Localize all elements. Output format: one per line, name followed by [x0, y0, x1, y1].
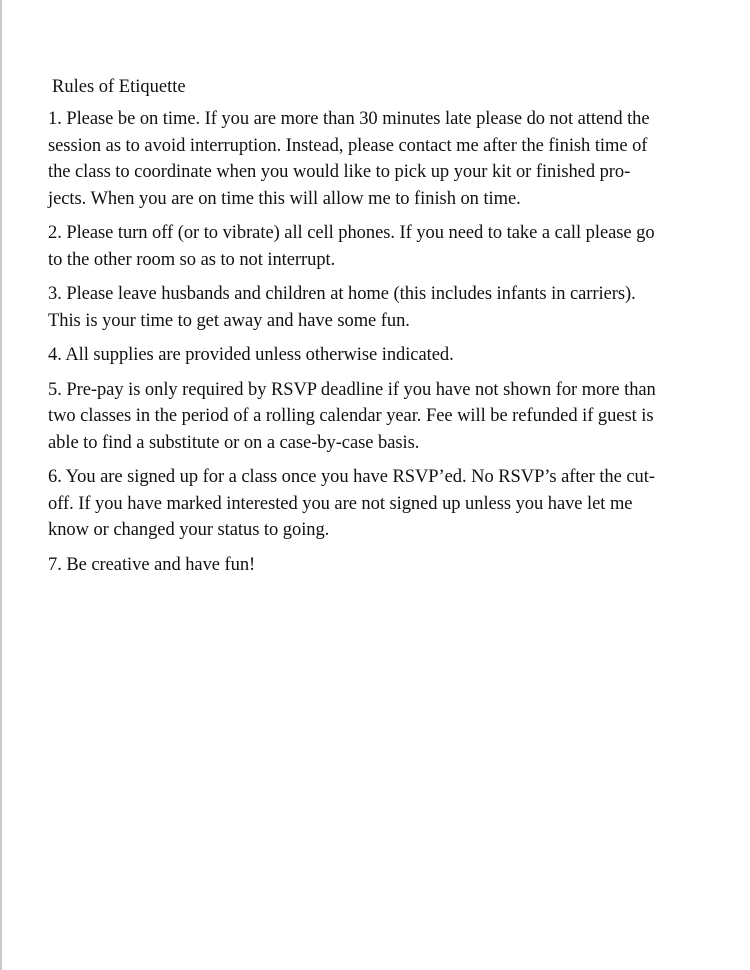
document-page — [48, 74, 708, 586]
page-left-border — [0, 0, 2, 970]
rule-line: 6. You are signed up for a class once you have RSVP’ed. No RSVP’s after the cut- — [48, 467, 655, 487]
rule-line: off. If you have marked interested you are not signed up unless you have let me — [48, 493, 633, 514]
rule-1 — [48, 106, 708, 212]
rule-line: 4. All supplies are provided unless otherwise indicated. — [48, 345, 454, 365]
rule-line: 2. Please turn off (or to vibrate) all cell phones. If you need to take a call please go — [48, 223, 655, 243]
rule-7 — [48, 552, 708, 579]
rule-line: 1. Please be on time. If you are more than 30 minutes late please do not attend the — [48, 109, 650, 129]
rule-line: know or changed your status to going. — [48, 520, 330, 540]
rule-6 — [48, 464, 708, 544]
rule-line: to the other room so as to not interrupt. — [48, 249, 336, 270]
rule-2 — [48, 220, 708, 273]
rule-line: two classes in the period of a rolling calendar year. Fee will be refunded if guest is — [48, 406, 654, 426]
rule-line: This is your time to get away and have some fun. — [48, 310, 410, 331]
rule-line: 3. Please leave husbands and children at home (this includes infants in carriers). — [48, 284, 636, 304]
rule-line: jects. When you are on time this will allow me to finish on time. — [48, 188, 521, 209]
rule-line: session as to avoid interruption. Instead, please contact me after the finish time of — [48, 135, 648, 156]
rule-5 — [48, 377, 708, 457]
document-title: Rules of Etiquette — [52, 77, 186, 97]
rule-line: the class to coordinate when you would like to pick up your kit or finished pro- — [48, 162, 631, 182]
rule-line: 5. Pre-pay is only required by RSVP deadline if you have not shown for more than — [48, 379, 656, 400]
rule-4 — [48, 342, 708, 369]
rule-line: able to find a substitute or on a case-by-case basis. — [48, 432, 420, 453]
rule-line: 7. Be creative and have fun! — [48, 554, 256, 575]
rule-3 — [48, 281, 708, 334]
